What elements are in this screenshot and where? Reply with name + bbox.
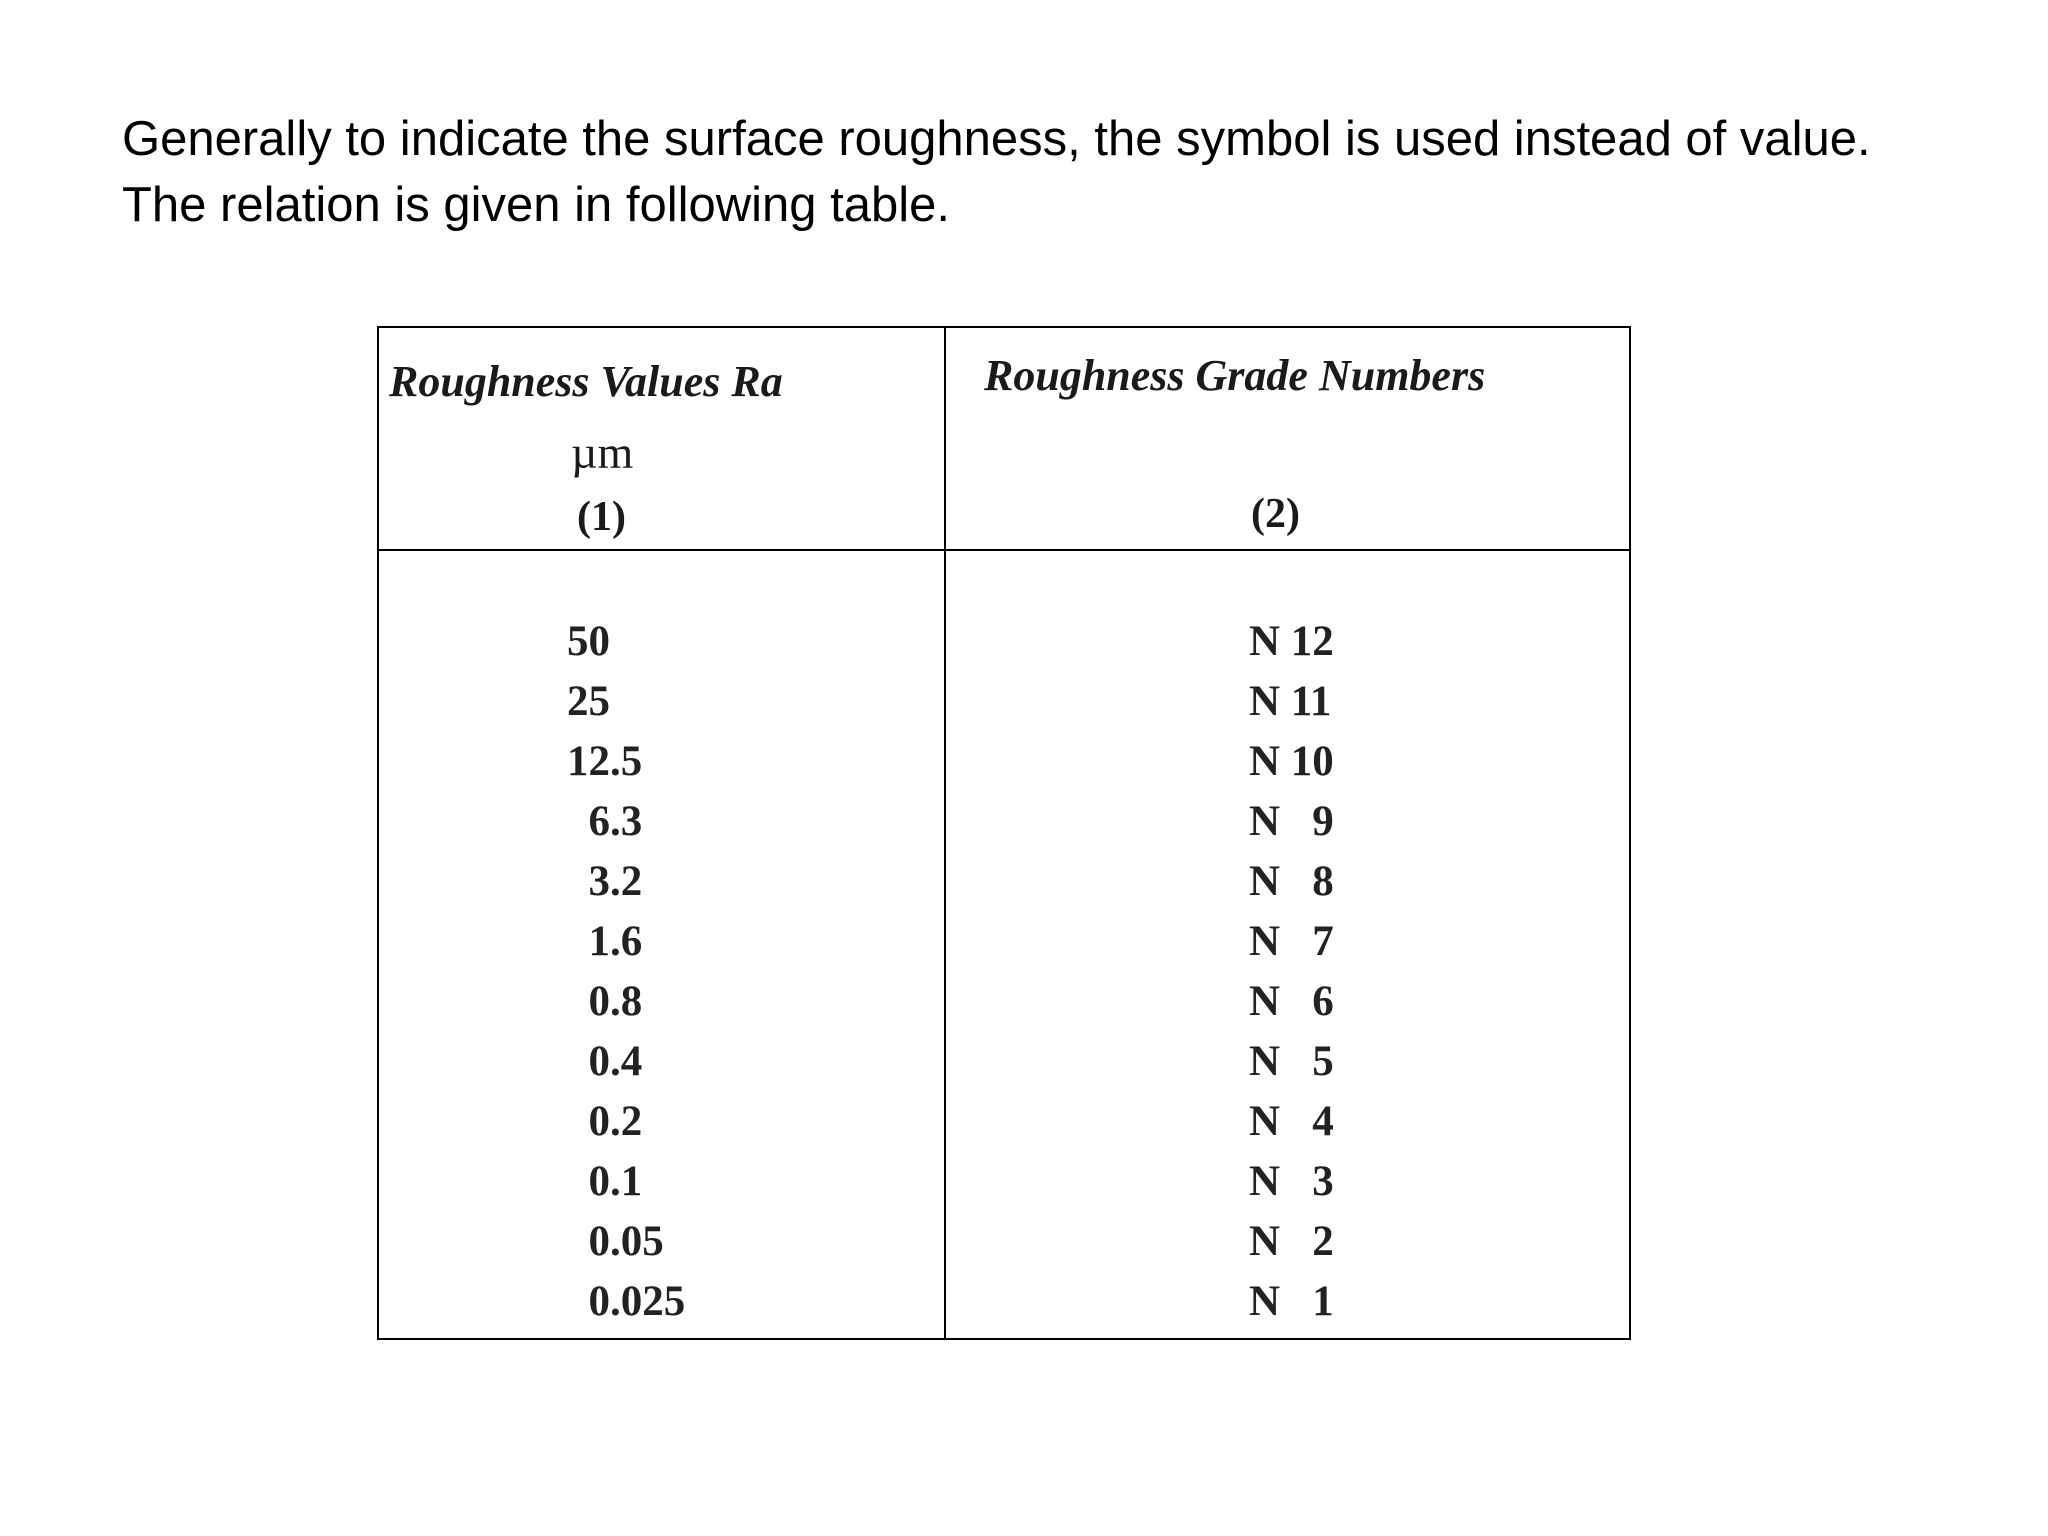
roughness-values-column (567, 612, 685, 1332)
intro-line-1: Generally to indicate the surface roughness, the symbol is used instead of value. (122, 112, 1871, 166)
col1-header-unit: µm (571, 427, 634, 478)
table-cell: N 7 (1249, 918, 1334, 965)
table-cell: N 4 (1249, 1098, 1334, 1145)
table-cell: 3.2 (567, 858, 643, 905)
roughness-table (377, 326, 1631, 1340)
col1-header-number: (1) (577, 494, 626, 540)
table-cell: 12.5 (567, 738, 643, 785)
table-cell: N 5 (1249, 1038, 1334, 1085)
table-cell: N 1 (1249, 1278, 1334, 1325)
table-cell: N 9 (1249, 798, 1334, 845)
column-divider (944, 328, 946, 1338)
grade-numbers-column (1249, 612, 1334, 1332)
table-cell: 1.6 (567, 918, 643, 965)
table-cell: N 6 (1249, 978, 1334, 1025)
table-cell: 0.1 (567, 1158, 643, 1205)
table-cell: 0.2 (567, 1098, 643, 1145)
table-cell: 50 (567, 618, 610, 665)
intro-line-2: The relation is given in following table. (122, 178, 951, 232)
table-cell: 0.025 (567, 1278, 686, 1325)
col2-header-title: Roughness Grade Numbers (984, 351, 1486, 400)
table-cell: N 8 (1249, 858, 1334, 905)
table-cell: 0.8 (567, 978, 643, 1025)
table-cell: 0.05 (567, 1218, 664, 1265)
table-cell: N 3 (1249, 1158, 1334, 1205)
table-cell: 6.3 (567, 798, 643, 845)
table-cell: 0.4 (567, 1038, 643, 1085)
table-cell: N 12 (1249, 618, 1334, 665)
table-cell: N 11 (1249, 678, 1332, 725)
table-cell: N 2 (1249, 1218, 1334, 1265)
table-cell: N 10 (1249, 738, 1334, 785)
intro-text (122, 106, 2002, 238)
col1-header-title: Roughness Values Ra (389, 357, 783, 406)
header-divider (379, 549, 1629, 551)
table-cell: 25 (567, 678, 610, 725)
col2-header-number: (2) (1251, 491, 1300, 537)
